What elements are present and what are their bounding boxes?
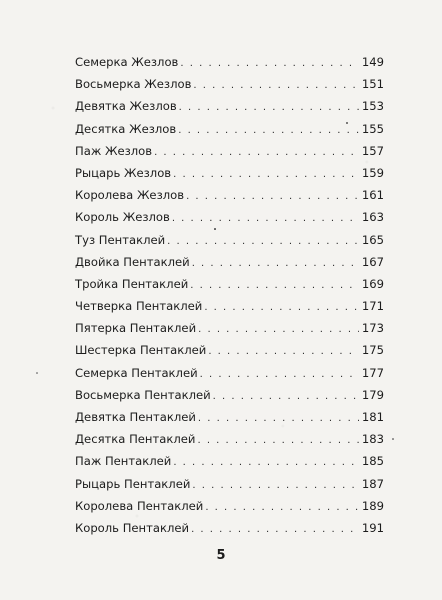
toc-entry bbox=[75, 362, 384, 384]
dot-leader bbox=[167, 231, 359, 253]
dot-leader bbox=[173, 452, 359, 474]
toc-entry bbox=[75, 95, 384, 117]
dot-leader bbox=[154, 142, 359, 164]
paper-speck bbox=[36, 372, 38, 374]
toc-entry bbox=[75, 295, 384, 317]
toc-entry bbox=[75, 517, 384, 539]
toc-entry-page: 153 bbox=[361, 99, 384, 114]
dot-leader bbox=[192, 475, 358, 497]
toc-entry-page: 175 bbox=[361, 343, 384, 358]
dot-leader bbox=[190, 275, 359, 297]
paper-speck bbox=[392, 438, 394, 440]
toc-entry-page: 159 bbox=[361, 165, 384, 180]
toc-entry bbox=[75, 273, 384, 295]
toc-entry bbox=[75, 51, 384, 73]
toc-entry-page: 173 bbox=[361, 321, 384, 336]
toc-entry-title: Туз Пентаклей bbox=[75, 232, 166, 247]
toc-entry bbox=[75, 317, 384, 339]
toc-entry-page: 169 bbox=[361, 276, 384, 291]
toc-entry-title: Паж Жезлов bbox=[75, 143, 153, 158]
dot-leader bbox=[178, 120, 359, 142]
toc-entry bbox=[75, 162, 384, 184]
dot-leader bbox=[172, 208, 359, 230]
toc-entry bbox=[75, 118, 384, 140]
dot-leader bbox=[192, 253, 359, 275]
paper-speck bbox=[214, 228, 216, 230]
dot-leader bbox=[179, 97, 359, 119]
toc-entry-title: Шестерка Пентаклей bbox=[75, 343, 207, 358]
toc-entry-page: 171 bbox=[361, 299, 384, 314]
toc-entry-title: Восьмерка Жезлов bbox=[75, 77, 192, 92]
toc-entry bbox=[75, 384, 384, 406]
toc-entry-title: Десятка Жезлов bbox=[75, 121, 177, 136]
toc-entry-page: 181 bbox=[361, 410, 384, 424]
toc-entry-title: Десятка Пентаклей bbox=[75, 432, 196, 447]
toc-entry bbox=[75, 339, 384, 361]
toc-entry bbox=[75, 251, 384, 273]
toc-entry-title: Восьмерка Пентаклей bbox=[75, 387, 211, 402]
toc-entry bbox=[75, 406, 384, 428]
toc-entry-page: 161 bbox=[361, 188, 384, 203]
toc-entry-page: 163 bbox=[361, 210, 384, 225]
toc-entry-page: 177 bbox=[361, 365, 384, 380]
toc-entry bbox=[75, 206, 384, 228]
toc-entry-page: 185 bbox=[361, 454, 384, 469]
dot-leader bbox=[193, 75, 358, 97]
toc-entry-title: Королева Жезлов bbox=[75, 188, 185, 203]
toc-entry-title: Рыцарь Жезлов bbox=[75, 165, 172, 180]
dot-leader bbox=[213, 386, 359, 408]
dot-leader bbox=[198, 408, 359, 430]
toc-entry bbox=[75, 73, 384, 95]
toc-entry-title: Король Пентаклей bbox=[75, 520, 190, 535]
toc-entry bbox=[75, 184, 384, 206]
toc-entry-title: Паж Пентаклей bbox=[75, 454, 172, 469]
dot-leader bbox=[186, 186, 359, 208]
toc-entry bbox=[75, 428, 384, 450]
dot-leader bbox=[173, 164, 359, 186]
toc-entry-page: 187 bbox=[361, 476, 384, 491]
toc-entry-title: Девятка Пентаклей bbox=[75, 410, 196, 424]
toc-entry-title: Двойка Пентаклей bbox=[75, 254, 190, 269]
toc-entry-page: 165 bbox=[361, 232, 384, 247]
toc-entry-title: Пятерка Пентаклей bbox=[75, 321, 197, 336]
toc-entry-title: Девятка Жезлов bbox=[75, 99, 177, 114]
toc-entry-page: 179 bbox=[361, 387, 384, 402]
toc-entry-title: Король Жезлов bbox=[75, 210, 170, 225]
toc-entry bbox=[75, 229, 384, 251]
paper-speck bbox=[346, 122, 348, 124]
toc-entry-title: Четверка Пентаклей bbox=[75, 299, 203, 314]
dot-leader bbox=[204, 297, 359, 319]
toc-entry-title: Семерка Пентаклей bbox=[75, 365, 198, 380]
toc-entry-title: Семерка Жезлов bbox=[75, 55, 179, 69]
toc-entry-page: 155 bbox=[361, 121, 384, 136]
toc-entry-title: Королева Пентаклей bbox=[75, 498, 204, 513]
toc-entry bbox=[75, 140, 384, 162]
toc-entry bbox=[75, 473, 384, 495]
page-number: 5 bbox=[216, 548, 226, 563]
dot-leader bbox=[180, 53, 358, 75]
toc-entry-page: 151 bbox=[361, 77, 384, 92]
toc-entry-page: 183 bbox=[361, 432, 384, 447]
dot-leader bbox=[197, 430, 358, 452]
toc-entry-page: 191 bbox=[361, 520, 384, 535]
toc-entry bbox=[75, 450, 384, 472]
dot-leader bbox=[208, 341, 359, 363]
toc-entry-page: 149 bbox=[361, 55, 384, 69]
toc-entry bbox=[75, 495, 384, 517]
toc-entry-title: Рыцарь Пентаклей bbox=[75, 476, 191, 491]
dot-leader bbox=[200, 364, 359, 386]
table-of-contents bbox=[75, 51, 384, 539]
toc-entry-page: 157 bbox=[361, 143, 384, 158]
dot-leader bbox=[191, 519, 359, 541]
toc-entry-title: Тройка Пентаклей bbox=[75, 276, 189, 291]
toc-entry-page: 189 bbox=[361, 498, 384, 513]
dot-leader bbox=[198, 319, 359, 341]
dot-leader bbox=[205, 497, 359, 519]
toc-entry-page: 167 bbox=[361, 254, 384, 269]
